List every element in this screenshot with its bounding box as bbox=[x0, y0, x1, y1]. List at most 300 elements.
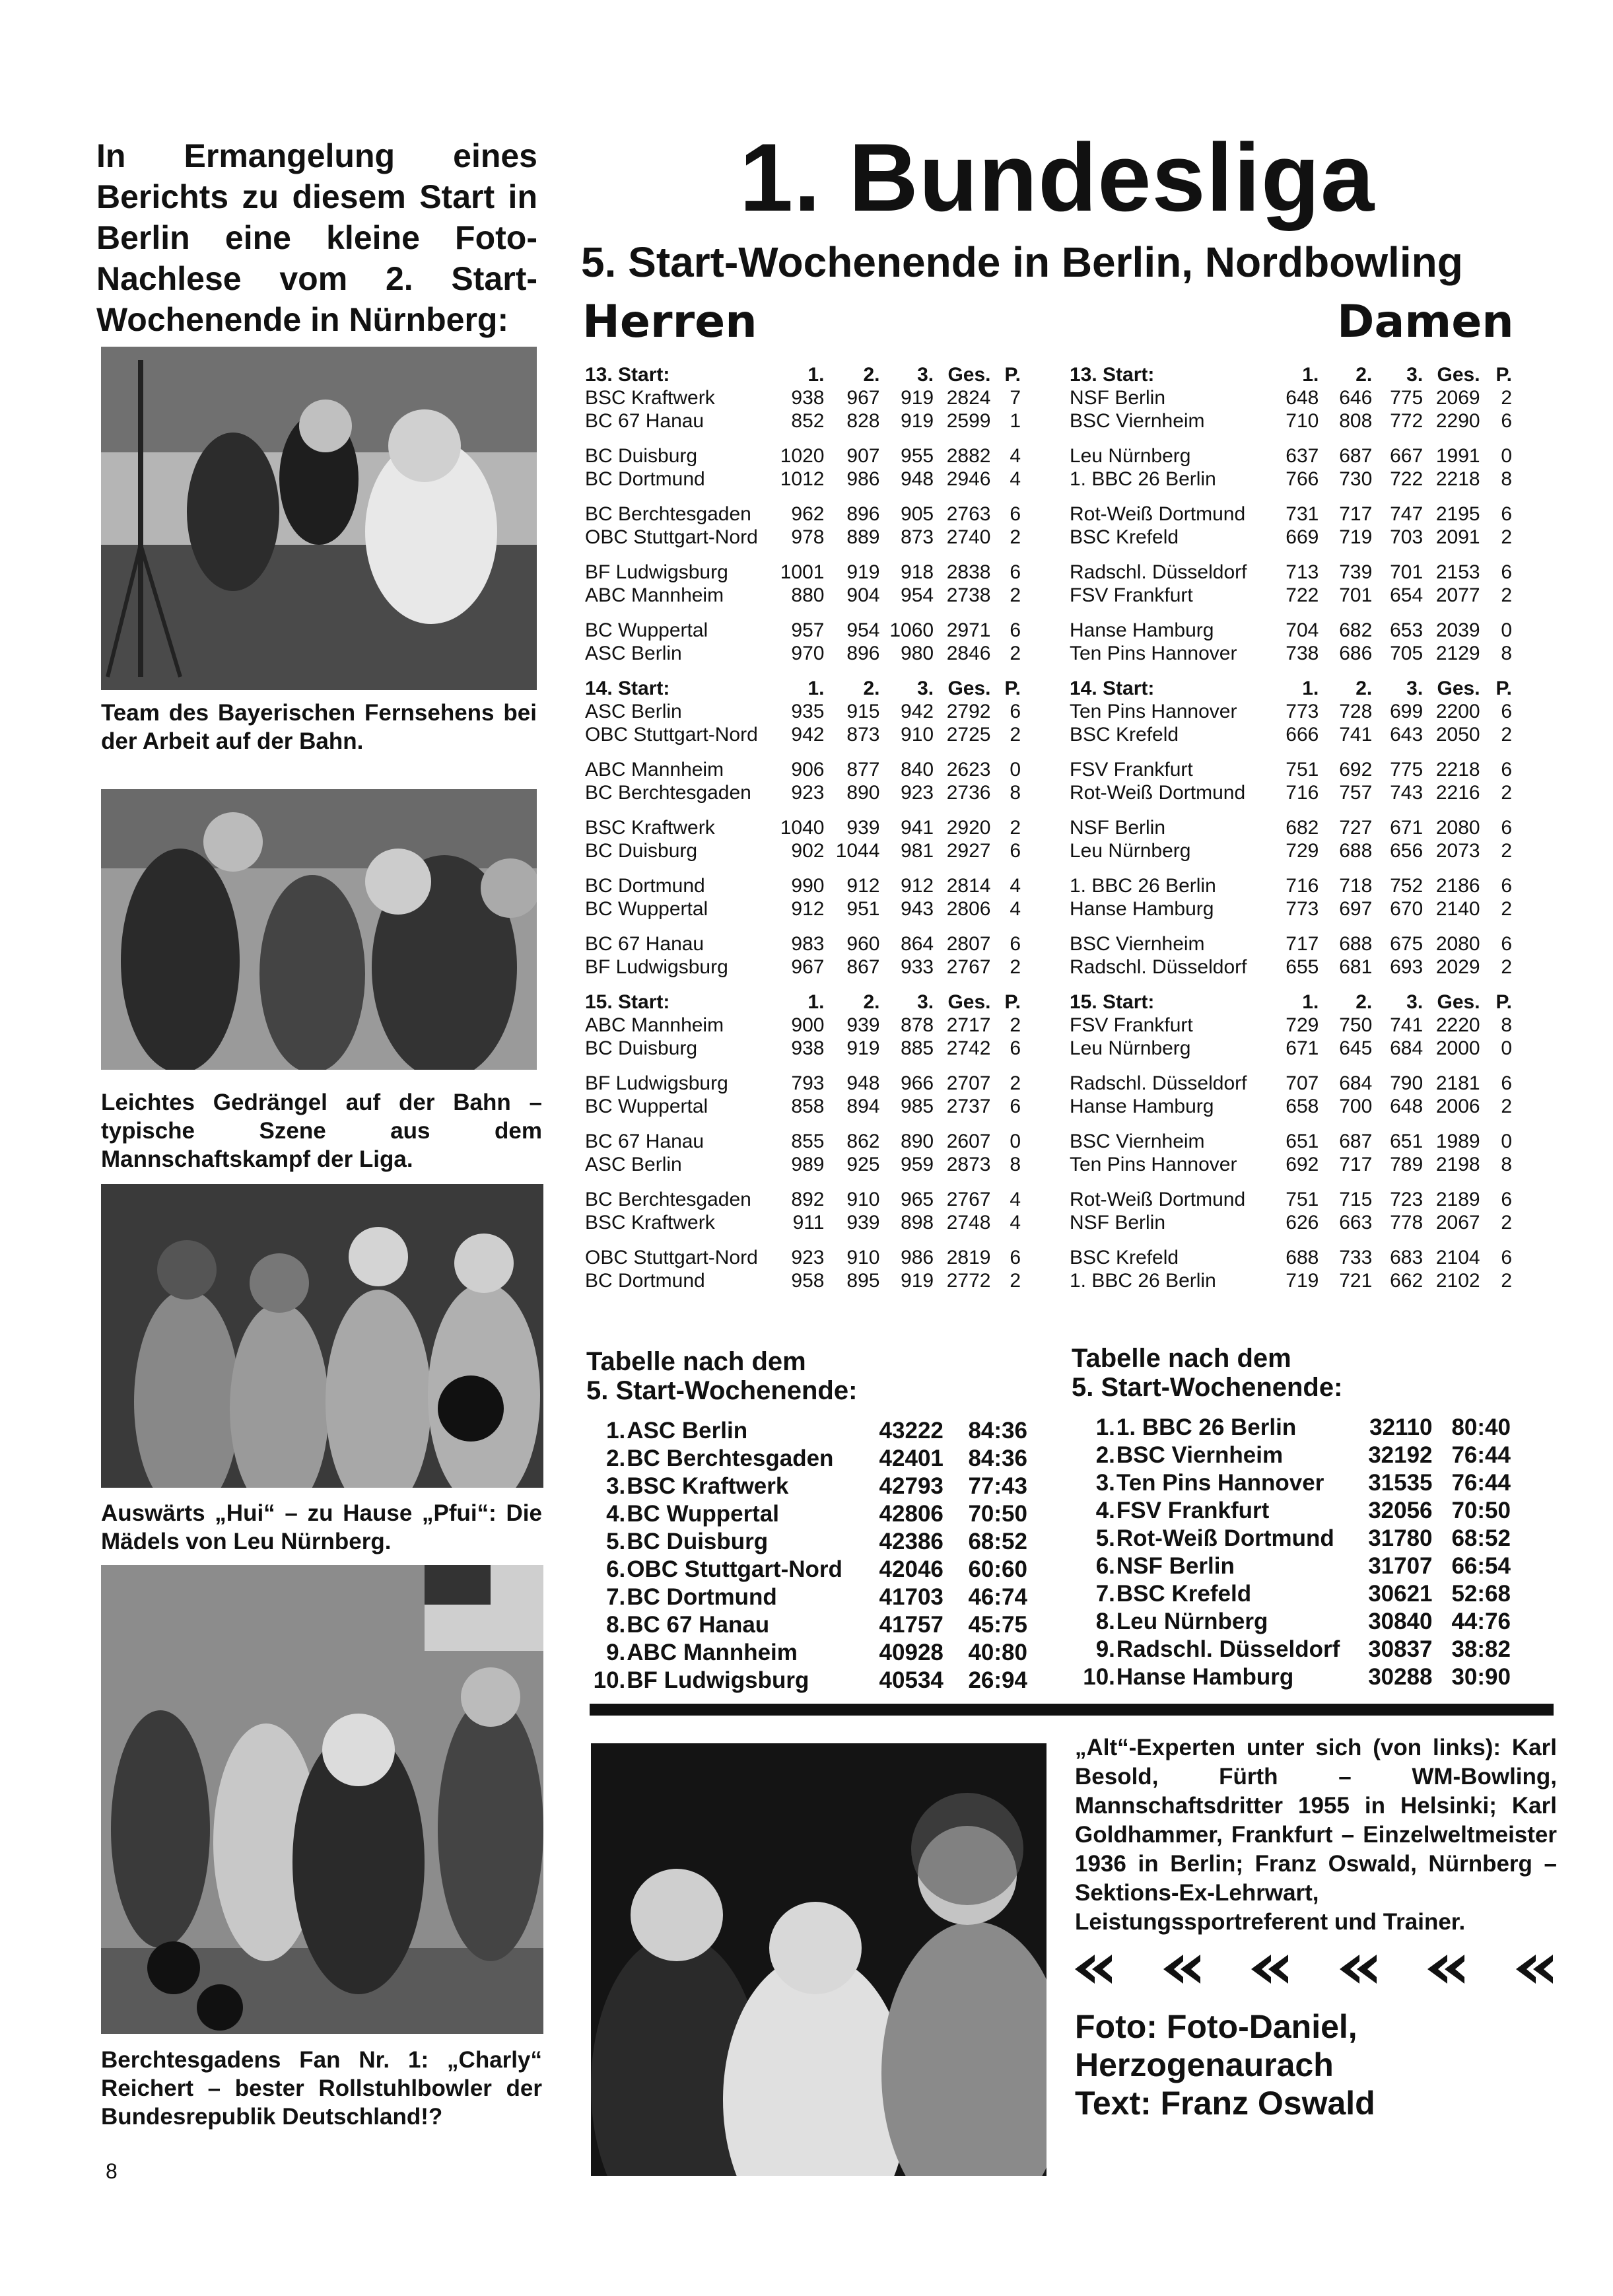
team-name: Rot-Weiß Dortmund bbox=[1070, 1189, 1246, 1210]
score-cell: 8 bbox=[1010, 782, 1021, 804]
score-cell: 2 bbox=[1501, 724, 1512, 746]
points: 76:44 bbox=[1451, 1442, 1511, 1468]
score-cell: 727 bbox=[1339, 817, 1373, 839]
team-name: BC Dortmund bbox=[627, 1584, 777, 1610]
result-row bbox=[1070, 1153, 1512, 1176]
total-pins: 41757 bbox=[879, 1612, 944, 1638]
standings-herren bbox=[586, 1416, 1029, 1695]
score-cell: 1989 bbox=[1435, 1131, 1480, 1152]
photo-leu-team bbox=[101, 1184, 543, 1488]
standings-row bbox=[1078, 1470, 1511, 1496]
score-cell: 6 bbox=[1501, 875, 1512, 897]
score-cell: 2882 bbox=[946, 445, 991, 467]
score-cell: 2725 bbox=[946, 724, 991, 746]
column-header: 3. bbox=[1406, 364, 1424, 386]
score-cell: 687 bbox=[1339, 445, 1373, 467]
start-label: 14. Start: bbox=[585, 678, 670, 699]
team-name: FSV Frankfurt bbox=[1070, 759, 1193, 781]
score-cell: 1040 bbox=[780, 817, 825, 839]
results-table bbox=[1070, 363, 1512, 1292]
score-cell: 6 bbox=[1501, 1072, 1512, 1094]
standings-table bbox=[1076, 1413, 1512, 1692]
start-label: 13. Start: bbox=[585, 364, 670, 386]
result-row bbox=[585, 409, 1021, 433]
score-cell: 729 bbox=[1286, 1014, 1319, 1036]
team-name: BSC Viernheim bbox=[1116, 1442, 1284, 1468]
score-cell: 912 bbox=[901, 875, 934, 897]
result-row bbox=[1070, 897, 1512, 921]
score-cell: 902 bbox=[791, 840, 825, 862]
points: 77:43 bbox=[968, 1473, 1027, 1499]
score-cell: 2029 bbox=[1435, 956, 1480, 978]
photo-fan-charly bbox=[101, 1565, 543, 2034]
standings-row bbox=[588, 1501, 1027, 1527]
score-cell: 671 bbox=[1286, 1037, 1319, 1059]
start-label: 15. Start: bbox=[1070, 991, 1155, 1013]
score-cell: 716 bbox=[1286, 875, 1319, 897]
score-cell: 2623 bbox=[946, 759, 991, 781]
team-name: BC 67 Hanau bbox=[585, 410, 704, 432]
score-cell: 2742 bbox=[946, 1037, 991, 1059]
column-header: 2. bbox=[1356, 678, 1373, 699]
score-cell: 2767 bbox=[946, 956, 991, 978]
result-row bbox=[1070, 874, 1512, 897]
result-row bbox=[1070, 503, 1512, 526]
score-cell: 2946 bbox=[946, 468, 991, 490]
standings-row bbox=[588, 1584, 1027, 1611]
score-cell: 2 bbox=[1010, 724, 1021, 746]
score-cell: 942 bbox=[791, 724, 825, 746]
team-name: BF Ludwigsburg bbox=[585, 1072, 728, 1094]
score-cell: 2181 bbox=[1435, 1072, 1480, 1094]
double-arrow-left-icon bbox=[1516, 1955, 1557, 1984]
score-cell: 747 bbox=[1390, 503, 1424, 525]
score-cell: 772 bbox=[1390, 410, 1424, 432]
result-row bbox=[585, 1188, 1021, 1211]
score-cell: 757 bbox=[1339, 782, 1373, 804]
team-name: ABC Mannheim bbox=[627, 1640, 798, 1665]
points: 84:36 bbox=[968, 1445, 1027, 1471]
score-cell: 878 bbox=[901, 1014, 934, 1036]
score-cell: 4 bbox=[1010, 898, 1021, 920]
intro-text: In Ermangelung eines Berichts zu diesem Start in Berlin eine kleine Foto-Nachlese vom 2. Start-Wochenende in Nürnberg: bbox=[96, 137, 537, 338]
team-name: Hanse Hamburg bbox=[1116, 1664, 1294, 1690]
standings-row bbox=[588, 1473, 1027, 1500]
total-pins: 42793 bbox=[879, 1473, 944, 1499]
score-cell: 2767 bbox=[946, 1189, 991, 1210]
score-cell: 704 bbox=[1286, 619, 1319, 641]
total-pins: 43222 bbox=[879, 1418, 944, 1444]
result-row bbox=[585, 932, 1021, 956]
score-cell: 954 bbox=[901, 584, 934, 606]
team-name: BC Wuppertal bbox=[585, 1096, 708, 1117]
score-cell: 2 bbox=[1010, 956, 1021, 978]
column-header: 1. bbox=[1302, 364, 1319, 386]
score-cell: 716 bbox=[1286, 782, 1319, 804]
score-cell: 693 bbox=[1390, 956, 1424, 978]
score-cell: 2736 bbox=[946, 782, 991, 804]
score-cell: 919 bbox=[901, 387, 934, 409]
rank: 6. bbox=[606, 1556, 626, 1582]
total-pins: 42401 bbox=[879, 1445, 944, 1471]
score-cell: 6 bbox=[1501, 410, 1512, 432]
credits bbox=[1075, 2007, 1375, 2122]
rank: 9. bbox=[606, 1640, 626, 1665]
standings-row bbox=[1078, 1609, 1511, 1635]
column-header: Ges. bbox=[947, 678, 991, 699]
rank: 4. bbox=[606, 1501, 626, 1527]
result-row bbox=[1070, 723, 1512, 746]
score-cell: 2153 bbox=[1435, 561, 1480, 583]
score-cell: 873 bbox=[901, 526, 934, 548]
team-name: BC Berchtesgaden bbox=[627, 1445, 834, 1471]
herren-heading: Herren bbox=[582, 296, 757, 348]
result-row bbox=[1070, 642, 1512, 665]
column-header: 3. bbox=[917, 991, 934, 1013]
score-cell: 646 bbox=[1339, 387, 1373, 409]
page-title: 1. Bundesliga bbox=[739, 123, 1375, 231]
score-cell: 778 bbox=[1390, 1212, 1424, 1234]
spacer-row bbox=[585, 1234, 1021, 1246]
photo-alt-experten bbox=[591, 1743, 1047, 2176]
result-row bbox=[585, 839, 1021, 862]
spacer-row bbox=[585, 433, 1021, 444]
column-header: 2. bbox=[863, 364, 880, 386]
score-cell: 896 bbox=[846, 643, 880, 664]
caption-photo3: Auswärts „Hui“ – zu Hause „Pfui“: Die Mädels von Leu Nürnberg. bbox=[101, 1500, 542, 1554]
score-cell: 923 bbox=[901, 782, 934, 804]
points: 26:94 bbox=[968, 1667, 1027, 1693]
points: 46:74 bbox=[968, 1584, 1027, 1610]
score-cell: 4 bbox=[1010, 875, 1021, 897]
double-arrow-left-icon bbox=[1340, 1955, 1381, 1984]
score-cell: 915 bbox=[846, 701, 880, 722]
rank: 7. bbox=[606, 1584, 626, 1610]
team-name: BSC Krefeld bbox=[1070, 1247, 1179, 1269]
score-cell: 2 bbox=[1010, 1014, 1021, 1036]
score-cell: 722 bbox=[1286, 584, 1319, 606]
column-header: Ges. bbox=[1437, 991, 1480, 1013]
score-cell: 2707 bbox=[946, 1072, 991, 1094]
score-cell: 862 bbox=[846, 1131, 880, 1152]
score-cell: 2200 bbox=[1435, 701, 1480, 722]
double-arrow-left-icon bbox=[1251, 1955, 1292, 1984]
score-cell: 2186 bbox=[1435, 875, 1480, 897]
score-cell: 655 bbox=[1286, 956, 1319, 978]
team-name: BC Duisburg bbox=[627, 1529, 769, 1554]
result-row bbox=[585, 468, 1021, 491]
score-cell: 682 bbox=[1339, 619, 1373, 641]
score-cell: 721 bbox=[1339, 1270, 1373, 1292]
damen-heading: Damen bbox=[1337, 296, 1514, 348]
score-cell: 939 bbox=[846, 817, 880, 839]
total-pins: 30840 bbox=[1368, 1609, 1433, 1634]
score-cell: 907 bbox=[846, 445, 880, 467]
spacer-row bbox=[585, 1060, 1021, 1072]
standings-damen-title-line1: Tabelle nach dem bbox=[1072, 1344, 1291, 1373]
score-cell: 6 bbox=[1010, 561, 1021, 583]
score-cell: 675 bbox=[1390, 933, 1424, 955]
result-row bbox=[585, 1014, 1021, 1037]
score-cell: 688 bbox=[1339, 840, 1373, 862]
result-row bbox=[585, 619, 1021, 642]
score-cell: 948 bbox=[901, 468, 934, 490]
result-row bbox=[1070, 1095, 1512, 1118]
rank: 6. bbox=[1095, 1553, 1115, 1579]
score-cell: 951 bbox=[846, 898, 880, 920]
score-cell: 1060 bbox=[889, 619, 934, 641]
column-header: Ges. bbox=[1437, 678, 1480, 699]
score-cell: 2080 bbox=[1435, 933, 1480, 955]
result-row bbox=[585, 956, 1021, 979]
score-cell: 2838 bbox=[946, 561, 991, 583]
points: 84:36 bbox=[968, 1418, 1027, 1444]
team-name: BSC Viernheim bbox=[1070, 933, 1205, 955]
score-cell: 2763 bbox=[946, 503, 991, 525]
score-cell: 2927 bbox=[946, 840, 991, 862]
spacer-row bbox=[585, 1118, 1021, 1130]
score-cell: 911 bbox=[792, 1212, 825, 1234]
score-cell: 723 bbox=[1390, 1189, 1424, 1210]
result-row bbox=[1070, 1211, 1512, 1234]
photo-crowd bbox=[101, 789, 537, 1070]
score-cell: 2129 bbox=[1435, 643, 1480, 664]
score-cell: 906 bbox=[791, 759, 825, 781]
score-cell: 967 bbox=[846, 387, 880, 409]
score-cell: 2006 bbox=[1435, 1096, 1480, 1117]
column-header: 2. bbox=[1356, 991, 1373, 1013]
score-cell: 957 bbox=[791, 619, 825, 641]
result-row bbox=[1070, 526, 1512, 549]
result-row bbox=[1070, 1037, 1512, 1060]
score-cell: 719 bbox=[1339, 526, 1373, 548]
score-cell: 648 bbox=[1390, 1096, 1424, 1117]
score-cell: 8 bbox=[1010, 1154, 1021, 1175]
score-cell: 2599 bbox=[946, 410, 991, 432]
result-row bbox=[1070, 956, 1512, 979]
score-cell: 938 bbox=[791, 387, 825, 409]
score-cell: 885 bbox=[901, 1037, 934, 1059]
standings-row bbox=[588, 1667, 1027, 1694]
score-cell: 970 bbox=[791, 643, 825, 664]
credit-line-1: Foto: Foto-Daniel, bbox=[1075, 2008, 1357, 2045]
column-header: P. bbox=[1004, 991, 1021, 1013]
score-cell: 2 bbox=[1501, 956, 1512, 978]
score-cell: 939 bbox=[846, 1212, 880, 1234]
result-row bbox=[585, 1095, 1021, 1118]
team-name: Leu Nürnberg bbox=[1070, 445, 1191, 467]
points: 40:80 bbox=[968, 1640, 1027, 1665]
column-header: P. bbox=[1495, 364, 1512, 386]
team-name: BC Wuppertal bbox=[627, 1501, 780, 1527]
score-cell: 2189 bbox=[1435, 1189, 1480, 1210]
score-cell: 6 bbox=[1010, 619, 1021, 641]
team-name: BC Wuppertal bbox=[585, 619, 708, 641]
score-cell: 2 bbox=[1010, 526, 1021, 548]
team-name: BC Berchtesgaden bbox=[585, 782, 751, 804]
score-cell: 910 bbox=[846, 1247, 880, 1269]
score-cell: 697 bbox=[1339, 898, 1373, 920]
result-row bbox=[585, 503, 1021, 526]
team-name: BSC Kraftwerk bbox=[627, 1473, 789, 1499]
score-cell: 2195 bbox=[1435, 503, 1480, 525]
total-pins: 30837 bbox=[1368, 1636, 1433, 1662]
score-cell: 877 bbox=[846, 759, 880, 781]
score-cell: 910 bbox=[846, 1189, 880, 1210]
team-name: Leu Nürnberg bbox=[1116, 1609, 1268, 1634]
score-cell: 890 bbox=[901, 1131, 934, 1152]
team-name: Rot-Weiß Dortmund bbox=[1070, 503, 1246, 525]
score-cell: 989 bbox=[791, 1154, 825, 1175]
score-cell: 705 bbox=[1390, 643, 1424, 664]
score-cell: 6 bbox=[1010, 1037, 1021, 1059]
result-row bbox=[585, 816, 1021, 839]
team-name: Radschl. Düsseldorf bbox=[1070, 956, 1247, 978]
team-name: BSC Viernheim bbox=[1070, 1131, 1205, 1152]
standings-damen-title-line2: 5. Start-Wochenende: bbox=[1072, 1373, 1343, 1402]
standings-damen-title bbox=[1072, 1344, 1342, 1402]
score-cell: 741 bbox=[1390, 1014, 1424, 1036]
score-cell: 2218 bbox=[1435, 468, 1480, 490]
score-cell: 2 bbox=[1010, 643, 1021, 664]
team-name: Hanse Hamburg bbox=[1070, 898, 1214, 920]
team-name: FSV Frankfurt bbox=[1070, 584, 1193, 606]
points: 52:68 bbox=[1451, 1581, 1511, 1607]
team-name: NSF Berlin bbox=[1116, 1553, 1235, 1579]
score-cell: 713 bbox=[1286, 561, 1319, 583]
score-cell: 658 bbox=[1286, 1096, 1319, 1117]
score-cell: 645 bbox=[1339, 1037, 1373, 1059]
score-cell: 0 bbox=[1501, 1131, 1512, 1152]
score-cell: 954 bbox=[846, 619, 880, 641]
team-name: NSF Berlin bbox=[1070, 1212, 1166, 1234]
score-cell: 681 bbox=[1339, 956, 1373, 978]
rank: 8. bbox=[1095, 1609, 1115, 1634]
score-cell: 1044 bbox=[835, 840, 880, 862]
spacer-row bbox=[585, 1176, 1021, 1188]
score-cell: 739 bbox=[1339, 561, 1373, 583]
column-header: 2. bbox=[863, 678, 880, 699]
score-cell: 775 bbox=[1390, 759, 1424, 781]
result-row bbox=[585, 444, 1021, 468]
score-cell: 8 bbox=[1501, 1154, 1512, 1175]
rank: 1. bbox=[1095, 1414, 1115, 1440]
team-name: BF Ludwigsburg bbox=[627, 1667, 809, 1693]
score-cell: 6 bbox=[1010, 701, 1021, 722]
result-row bbox=[1070, 1246, 1512, 1269]
double-arrow-left-icon bbox=[1427, 1955, 1468, 1984]
score-cell: 2846 bbox=[946, 643, 991, 664]
score-cell: 717 bbox=[1286, 933, 1319, 955]
score-cell: 2216 bbox=[1435, 782, 1480, 804]
score-cell: 960 bbox=[846, 933, 880, 955]
team-name: NSF Berlin bbox=[1070, 817, 1166, 839]
points: 70:50 bbox=[968, 1501, 1027, 1527]
result-row bbox=[1070, 1130, 1512, 1153]
start-label: 14. Start: bbox=[1070, 678, 1155, 699]
score-cell: 919 bbox=[846, 1037, 880, 1059]
score-cell: 715 bbox=[1339, 1189, 1373, 1210]
column-header: 3. bbox=[1406, 678, 1424, 699]
spacer-row bbox=[1070, 804, 1512, 816]
rank: 5. bbox=[1095, 1525, 1115, 1551]
result-row bbox=[585, 897, 1021, 921]
total-pins: 40928 bbox=[879, 1640, 944, 1665]
team-name: BC 67 Hanau bbox=[585, 933, 704, 955]
team-name: BC Berchtesgaden bbox=[585, 503, 751, 525]
result-row bbox=[1070, 409, 1512, 433]
start-header-row bbox=[1070, 363, 1512, 386]
score-cell: 948 bbox=[846, 1072, 880, 1094]
score-cell: 2807 bbox=[946, 933, 991, 955]
score-cell: 773 bbox=[1286, 701, 1319, 722]
score-cell: 895 bbox=[846, 1270, 880, 1292]
score-cell: 717 bbox=[1339, 503, 1373, 525]
standings-row bbox=[1078, 1525, 1511, 1552]
team-name: ASC Berlin bbox=[585, 701, 682, 722]
column-header: 1. bbox=[1302, 678, 1319, 699]
rank: 7. bbox=[1095, 1581, 1115, 1607]
score-cell: 967 bbox=[791, 956, 825, 978]
standings-row bbox=[588, 1640, 1027, 1666]
total-pins: 42806 bbox=[879, 1501, 944, 1527]
points: 45:75 bbox=[968, 1612, 1027, 1638]
score-cell: 965 bbox=[901, 1189, 934, 1210]
spacer-row bbox=[1070, 1176, 1512, 1188]
score-cell: 2 bbox=[1010, 817, 1021, 839]
spacer-row bbox=[1070, 1118, 1512, 1130]
score-cell: 2 bbox=[1501, 387, 1512, 409]
total-pins: 32056 bbox=[1368, 1498, 1433, 1523]
team-name: Radschl. Düsseldorf bbox=[1116, 1636, 1340, 1662]
points: 44:76 bbox=[1451, 1609, 1511, 1634]
team-name: Leu Nürnberg bbox=[1070, 840, 1191, 862]
spacer-row bbox=[585, 746, 1021, 758]
score-cell: 2 bbox=[1501, 1096, 1512, 1117]
start-label: 13. Start: bbox=[1070, 364, 1155, 386]
credit-line-3: Text: Franz Oswald bbox=[1075, 2085, 1375, 2122]
score-cell: 980 bbox=[901, 643, 934, 664]
team-name: Rot-Weiß Dortmund bbox=[1070, 782, 1246, 804]
total-pins: 31780 bbox=[1368, 1525, 1433, 1551]
divider-rule bbox=[590, 1704, 1554, 1716]
score-cell: 864 bbox=[901, 933, 934, 955]
standings-row bbox=[588, 1612, 1027, 1638]
team-name: Ten Pins Hannover bbox=[1070, 1154, 1237, 1175]
team-name: BSC Viernheim bbox=[1070, 410, 1205, 432]
result-row bbox=[585, 584, 1021, 607]
arrow-row bbox=[1075, 1955, 1557, 1984]
score-cell: 751 bbox=[1286, 759, 1319, 781]
result-row bbox=[585, 526, 1021, 549]
score-cell: 2220 bbox=[1435, 1014, 1480, 1036]
standings-row bbox=[1078, 1581, 1511, 1607]
score-cell: 1012 bbox=[780, 468, 825, 490]
rank: 10. bbox=[1083, 1664, 1115, 1690]
result-row bbox=[1070, 932, 1512, 956]
score-cell: 2607 bbox=[946, 1131, 991, 1152]
team-name: ABC Mannheim bbox=[585, 759, 724, 781]
result-row bbox=[1070, 444, 1512, 468]
total-pins: 30621 bbox=[1368, 1581, 1433, 1607]
rank: 9. bbox=[1095, 1636, 1115, 1662]
score-cell: 2920 bbox=[946, 817, 991, 839]
score-cell: 939 bbox=[846, 1014, 880, 1036]
score-cell: 8 bbox=[1501, 643, 1512, 664]
score-cell: 6 bbox=[1501, 561, 1512, 583]
score-cell: 962 bbox=[791, 503, 825, 525]
result-row bbox=[1070, 758, 1512, 781]
